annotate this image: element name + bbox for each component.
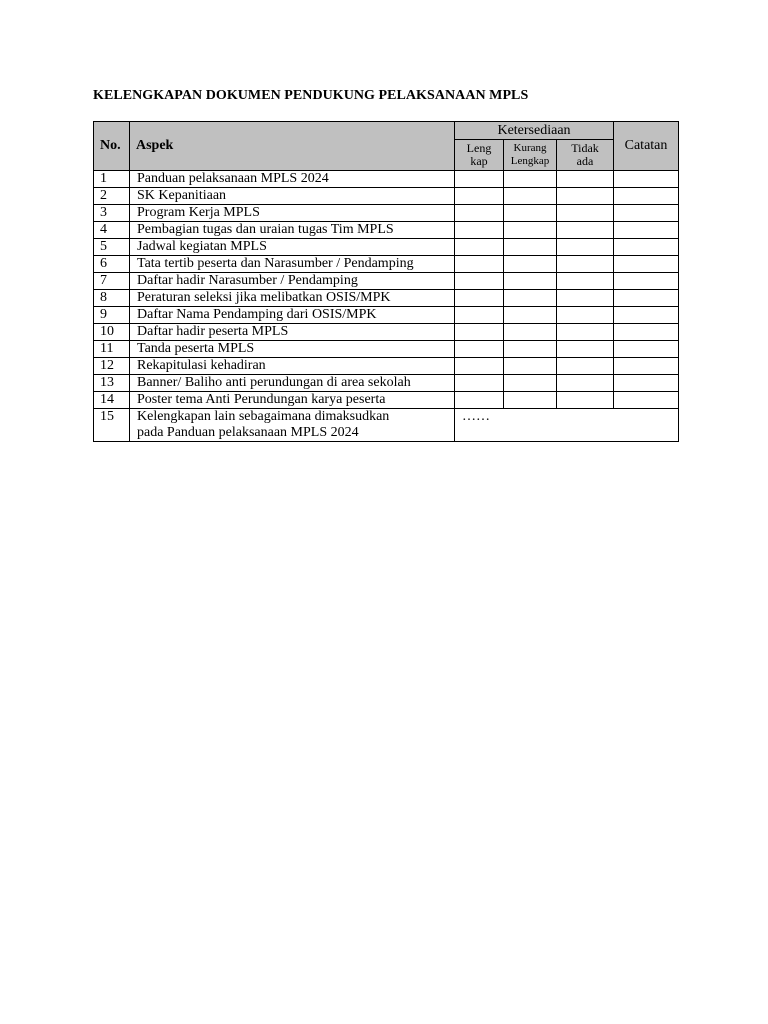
row-aspek: Peraturan seleksi jika melibatkan OSIS/MPK	[130, 290, 455, 307]
cell-lengkap[interactable]	[455, 392, 504, 409]
cell-catatan[interactable]	[614, 358, 679, 375]
row-number: 13	[94, 375, 130, 392]
table-row	[94, 256, 679, 273]
table-row	[94, 307, 679, 324]
cell-tidak-ada[interactable]	[557, 171, 614, 188]
cell-tidak-ada[interactable]	[557, 341, 614, 358]
cell-tidak-ada[interactable]	[557, 392, 614, 409]
cell-kurang-lengkap[interactable]	[504, 358, 557, 375]
row-number: 12	[94, 358, 130, 375]
checklist-table	[93, 121, 679, 442]
cell-catatan[interactable]	[614, 324, 679, 341]
row-aspek: Poster tema Anti Perundungan karya peserta	[130, 392, 455, 409]
row-aspek: Tanda peserta MPLS	[130, 341, 455, 358]
row-number: 15	[94, 409, 130, 442]
cell-kurang-lengkap[interactable]	[504, 205, 557, 222]
cell-lengkap[interactable]	[455, 341, 504, 358]
cell-lengkap[interactable]	[455, 273, 504, 290]
table-row	[94, 375, 679, 392]
row-aspek: Jadwal kegiatan MPLS	[130, 239, 455, 256]
table-row	[94, 273, 679, 290]
cell-lengkap[interactable]	[455, 171, 504, 188]
cell-lengkap[interactable]	[455, 222, 504, 239]
row-number: 7	[94, 273, 130, 290]
row-aspek: Tata tertib peserta dan Narasumber / Pendamping	[130, 256, 455, 273]
cell-kurang-lengkap[interactable]	[504, 324, 557, 341]
table-body	[94, 171, 679, 442]
row-number: 6	[94, 256, 130, 273]
cell-kurang-lengkap[interactable]	[504, 273, 557, 290]
cell-tidak-ada[interactable]	[557, 324, 614, 341]
cell-catatan[interactable]	[614, 273, 679, 290]
header-tidak-line2: ada	[576, 154, 594, 168]
cell-lengkap[interactable]	[455, 239, 504, 256]
header-lengkap	[455, 140, 504, 171]
cell-kurang-lengkap[interactable]	[504, 222, 557, 239]
cell-kurang-lengkap[interactable]	[504, 307, 557, 324]
row-number: 5	[94, 239, 130, 256]
cell-kurang-lengkap[interactable]	[504, 341, 557, 358]
row-aspek: Daftar hadir Narasumber / Pendamping	[130, 273, 455, 290]
table-row	[94, 290, 679, 307]
cell-tidak-ada[interactable]	[557, 375, 614, 392]
cell-catatan[interactable]	[614, 307, 679, 324]
cell-catatan[interactable]	[614, 188, 679, 205]
cell-tidak-ada[interactable]	[557, 273, 614, 290]
header-kurang-line2: Lengkap	[510, 155, 550, 167]
cell-catatan[interactable]	[614, 392, 679, 409]
cell-catatan[interactable]	[614, 341, 679, 358]
row-aspek-line2: pada Panduan pelaksanaan MPLS 2024	[137, 425, 359, 440]
header-tidak-ada	[557, 140, 614, 171]
cell-lengkap[interactable]	[455, 188, 504, 205]
row-aspek: Program Kerja MPLS	[130, 205, 455, 222]
cell-kurang-lengkap[interactable]	[504, 239, 557, 256]
cell-note[interactable]: ……	[455, 409, 679, 442]
cell-lengkap[interactable]	[455, 358, 504, 375]
table-row	[94, 205, 679, 222]
row-aspek: Panduan pelaksanaan MPLS 2024	[130, 171, 455, 188]
cell-kurang-lengkap[interactable]	[504, 375, 557, 392]
row-number: 8	[94, 290, 130, 307]
header-aspek: Aspek	[130, 122, 455, 171]
cell-tidak-ada[interactable]	[557, 222, 614, 239]
row-number: 4	[94, 222, 130, 239]
cell-kurang-lengkap[interactable]	[504, 290, 557, 307]
cell-catatan[interactable]	[614, 290, 679, 307]
cell-catatan[interactable]	[614, 256, 679, 273]
table-row	[94, 358, 679, 375]
cell-tidak-ada[interactable]	[557, 307, 614, 324]
cell-lengkap[interactable]	[455, 205, 504, 222]
row-aspek: Daftar hadir peserta MPLS	[130, 324, 455, 341]
cell-tidak-ada[interactable]	[557, 358, 614, 375]
table-row	[94, 341, 679, 358]
header-lengkap-line1: Leng	[466, 141, 492, 155]
header-catatan: Catatan	[614, 122, 679, 171]
row-aspek: Daftar Nama Pendamping dari OSIS/MPK	[130, 307, 455, 324]
cell-kurang-lengkap[interactable]	[504, 392, 557, 409]
row-number: 2	[94, 188, 130, 205]
row-aspek	[130, 409, 455, 442]
row-number: 9	[94, 307, 130, 324]
cell-tidak-ada[interactable]	[557, 205, 614, 222]
cell-catatan[interactable]	[614, 239, 679, 256]
row-aspek: Banner/ Baliho anti perundungan di area sekolah	[130, 375, 455, 392]
cell-tidak-ada[interactable]	[557, 290, 614, 307]
cell-catatan[interactable]	[614, 222, 679, 239]
cell-tidak-ada[interactable]	[557, 239, 614, 256]
header-kurang-line1: Kurang	[513, 142, 547, 154]
cell-catatan[interactable]	[614, 205, 679, 222]
cell-kurang-lengkap[interactable]	[504, 256, 557, 273]
cell-catatan[interactable]	[614, 375, 679, 392]
row-number: 14	[94, 392, 130, 409]
cell-tidak-ada[interactable]	[557, 256, 614, 273]
table-row	[94, 222, 679, 239]
table-row	[94, 171, 679, 188]
table-row	[94, 239, 679, 256]
row-aspek: Pembagian tugas dan uraian tugas Tim MPLS	[130, 222, 455, 239]
page-title: KELENGKAPAN DOKUMEN PENDUKUNG PELAKSANAAN MPLS	[93, 88, 529, 103]
cell-kurang-lengkap[interactable]	[504, 171, 557, 188]
cell-lengkap[interactable]	[455, 290, 504, 307]
header-kurang-lengkap	[504, 140, 557, 171]
table-row	[94, 324, 679, 341]
header-lengkap-line2: kap	[470, 154, 488, 168]
row-number: 11	[94, 341, 130, 358]
header-ketersediaan: Ketersediaan	[455, 122, 614, 140]
header-tidak-line1: Tidak	[571, 141, 599, 155]
row-aspek: SK Kepanitiaan	[130, 188, 455, 205]
header-no: No.	[94, 122, 130, 171]
cell-lengkap[interactable]	[455, 307, 504, 324]
cell-lengkap[interactable]	[455, 375, 504, 392]
cell-catatan[interactable]	[614, 171, 679, 188]
table-row	[94, 392, 679, 409]
cell-lengkap[interactable]	[455, 256, 504, 273]
cell-lengkap[interactable]	[455, 324, 504, 341]
row-aspek: Rekapitulasi kehadiran	[130, 358, 455, 375]
cell-tidak-ada[interactable]	[557, 188, 614, 205]
cell-kurang-lengkap[interactable]	[504, 188, 557, 205]
row-number: 1	[94, 171, 130, 188]
table-row	[94, 188, 679, 205]
table-row-last	[94, 409, 679, 442]
row-number: 10	[94, 324, 130, 341]
row-number: 3	[94, 205, 130, 222]
row-aspek-line1: Kelengkapan lain sebagaimana dimaksudkan	[137, 409, 390, 424]
